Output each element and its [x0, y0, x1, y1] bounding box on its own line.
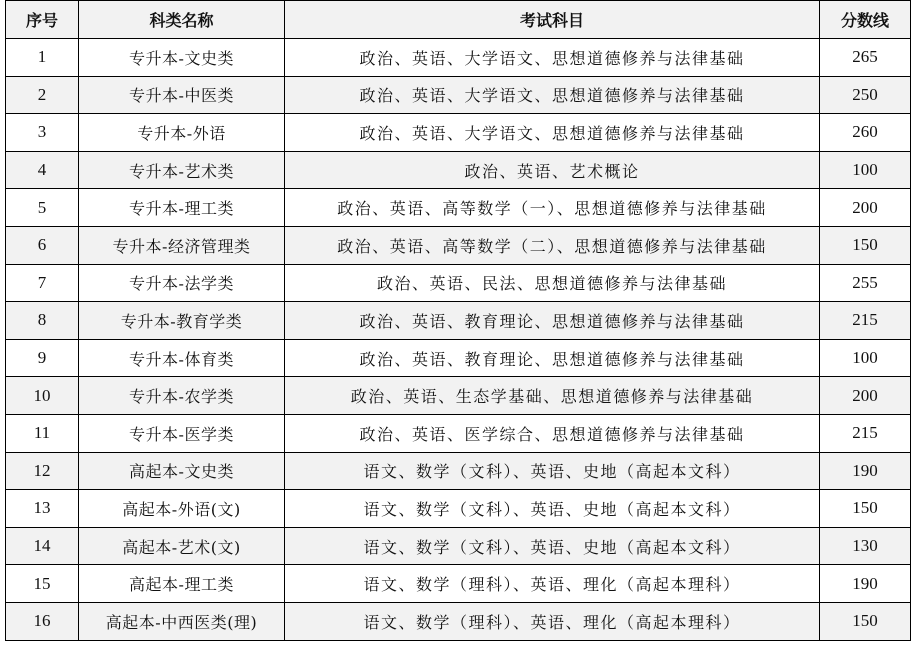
table-row: [6, 490, 911, 528]
row-number-cell: 13: [6, 490, 79, 528]
row-number-cell: 1: [6, 39, 79, 77]
category-name-cell: 专升本-外语: [79, 114, 285, 152]
category-name-cell: 专升本-医学类: [79, 414, 285, 452]
exam-subjects-cell: 政治、英语、教育理论、思想道德修养与法律基础: [285, 302, 820, 340]
table-row: [6, 377, 911, 415]
exam-subjects-cell: 语文、数学（文科）、英语、史地（高起本文科）: [285, 490, 820, 528]
header-exam-subjects: 考试科目: [285, 1, 820, 39]
table-body: [6, 39, 911, 641]
header-category-name: 科类名称: [79, 1, 285, 39]
cutoff-score-cell: 260: [820, 114, 911, 152]
cutoff-score-cell: 215: [820, 414, 911, 452]
cutoff-score-cell: 250: [820, 76, 911, 114]
table-row: [6, 189, 911, 227]
exam-subjects-cell: 政治、英语、大学语文、思想道德修养与法律基础: [285, 76, 820, 114]
table-row: [6, 339, 911, 377]
table-row: [6, 114, 911, 152]
exam-subjects-cell: 政治、英语、教育理论、思想道德修养与法律基础: [285, 339, 820, 377]
exam-subjects-cell: 政治、英语、医学综合、思想道德修养与法律基础: [285, 414, 820, 452]
exam-subjects-cell: 政治、英语、生态学基础、思想道德修养与法律基础: [285, 377, 820, 415]
exam-subjects-cell: 语文、数学（理科）、英语、理化（高起本理科）: [285, 602, 820, 640]
table-row: [6, 527, 911, 565]
cutoff-score-cell: 130: [820, 527, 911, 565]
table-row: [6, 226, 911, 264]
row-number-cell: 6: [6, 226, 79, 264]
exam-subjects-cell: 政治、英语、高等数学（一）、思想道德修养与法律基础: [285, 189, 820, 227]
row-number-cell: 9: [6, 339, 79, 377]
category-name-cell: 高起本-中西医类(理): [79, 602, 285, 640]
row-number-cell: 15: [6, 565, 79, 603]
row-number-cell: 14: [6, 527, 79, 565]
row-number-cell: 16: [6, 602, 79, 640]
row-number-cell: 3: [6, 114, 79, 152]
category-name-cell: 专升本-农学类: [79, 377, 285, 415]
cutoff-score-cell: 100: [820, 151, 911, 189]
exam-subjects-cell: 政治、英语、民法、思想道德修养与法律基础: [285, 264, 820, 302]
category-name-cell: 专升本-艺术类: [79, 151, 285, 189]
exam-subjects-cell: 语文、数学（文科）、英语、史地（高起本文科）: [285, 452, 820, 490]
header-number: 序号: [6, 1, 79, 39]
exam-subjects-cell: 语文、数学（文科）、英语、史地（高起本文科）: [285, 527, 820, 565]
category-name-cell: 高起本-外语(文): [79, 490, 285, 528]
exam-subjects-cell: 政治、英语、艺术概论: [285, 151, 820, 189]
cutoff-score-cell: 215: [820, 302, 911, 340]
cutoff-score-cell: 150: [820, 490, 911, 528]
row-number-cell: 12: [6, 452, 79, 490]
category-name-cell: 高起本-理工类: [79, 565, 285, 603]
exam-subjects-cell: 政治、英语、大学语文、思想道德修养与法律基础: [285, 39, 820, 77]
cutoff-score-table: [5, 0, 911, 641]
row-number-cell: 2: [6, 76, 79, 114]
category-name-cell: 高起本-文史类: [79, 452, 285, 490]
table-row: [6, 414, 911, 452]
table-row: [6, 264, 911, 302]
row-number-cell: 4: [6, 151, 79, 189]
table-row: [6, 302, 911, 340]
row-number-cell: 10: [6, 377, 79, 415]
cutoff-score-cell: 150: [820, 602, 911, 640]
cutoff-score-cell: 100: [820, 339, 911, 377]
exam-subjects-cell: 语文、数学（理科）、英语、理化（高起本理科）: [285, 565, 820, 603]
cutoff-score-cell: 255: [820, 264, 911, 302]
row-number-cell: 11: [6, 414, 79, 452]
cutoff-score-cell: 200: [820, 189, 911, 227]
cutoff-score-cell: 200: [820, 377, 911, 415]
row-number-cell: 5: [6, 189, 79, 227]
table-row: [6, 151, 911, 189]
table-row: [6, 39, 911, 77]
category-name-cell: 专升本-法学类: [79, 264, 285, 302]
table-row: [6, 602, 911, 640]
header-cutoff-score: 分数线: [820, 1, 911, 39]
table-row: [6, 76, 911, 114]
category-name-cell: 专升本-文史类: [79, 39, 285, 77]
row-number-cell: 8: [6, 302, 79, 340]
category-name-cell: 专升本-体育类: [79, 339, 285, 377]
cutoff-score-cell: 265: [820, 39, 911, 77]
cutoff-score-cell: 190: [820, 452, 911, 490]
table-header-row: [6, 1, 911, 39]
category-name-cell: 专升本-经济管理类: [79, 226, 285, 264]
exam-subjects-cell: 政治、英语、高等数学（二）、思想道德修养与法律基础: [285, 226, 820, 264]
category-name-cell: 专升本-理工类: [79, 189, 285, 227]
category-name-cell: 专升本-教育学类: [79, 302, 285, 340]
category-name-cell: 高起本-艺术(文): [79, 527, 285, 565]
row-number-cell: 7: [6, 264, 79, 302]
cutoff-score-cell: 190: [820, 565, 911, 603]
cutoff-score-cell: 150: [820, 226, 911, 264]
category-name-cell: 专升本-中医类: [79, 76, 285, 114]
exam-subjects-cell: 政治、英语、大学语文、思想道德修养与法律基础: [285, 114, 820, 152]
table-row: [6, 565, 911, 603]
table-row: [6, 452, 911, 490]
